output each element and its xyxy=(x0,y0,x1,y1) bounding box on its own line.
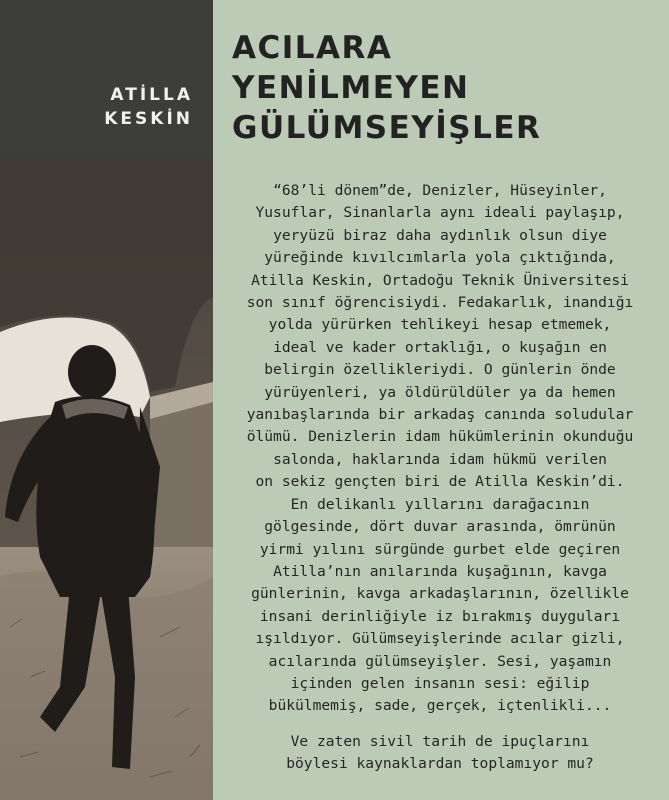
walking-man-photo-illustration xyxy=(0,157,213,800)
blurb-paragraph-2: Ve zaten sivil tarih de ipuçlarını böylesi kaynaklardan toplamıyor mu? xyxy=(286,732,594,773)
cover-photo xyxy=(0,157,213,800)
author-name-line2: KESKİN xyxy=(104,109,193,129)
author-name xyxy=(104,83,193,131)
book-title xyxy=(232,28,541,148)
blurb-paragraph-1: “68’li dönem”de, Denizler, Hüseyinler, Yusuflar, Sinanlarla aynı ideali paylaşıp, yeryüzü biraz daha aydınlık olsun diye yüreğinde kıvılcımlarla yola çıktığında, Atilla Keskin, Ortadoğu Teknik Üniversitesi son sınıf öğrencisiydi. Fedakarlık, inandığı yolda yürürken tehlikeyi hesap etmemek, ideal ve kader ortaklığı, o kuşağın en belirgin özellikleriydi. O günlerin önde yürüyenleri, ya öldürüldüler ya da hemen yanıbaşlarında bir arkadaş canında soludular ölümü. Denizlerin idam hükümlerinin okunduğu salonda, haklarında idam hükmü verilen on sekiz gençten biri de Atilla Keskin’di. En delikanlı yıllarını darağacının gölgesinde, dört duvar arasında, ömrünün yirmi yılını sürgünde gurbet elde geçiren Atilla’nın anılarında kuşağının, kavga günlerinin, kavga arkadaşlarının, özellikle insani derinliğiyle iz bırakmış duyguları ışıldıyor. Gülümseyişlerinde acılar gizli, acılarında gülümseyişler. Sesi, yaşamın içinden gelen insanın sesi: eğilip bükülmemiş, sade, gerçek, içtenlikli... xyxy=(246,182,634,715)
book-title-line2: YENİLMEYEN xyxy=(232,70,470,106)
author-name-line1: ATİLLA xyxy=(110,85,193,105)
book-title-line1: ACILARA xyxy=(232,30,393,66)
back-cover-blurb xyxy=(215,180,665,776)
author-block xyxy=(0,0,213,157)
book-title-line3: GÜLÜMSEYİŞLER xyxy=(232,110,542,146)
